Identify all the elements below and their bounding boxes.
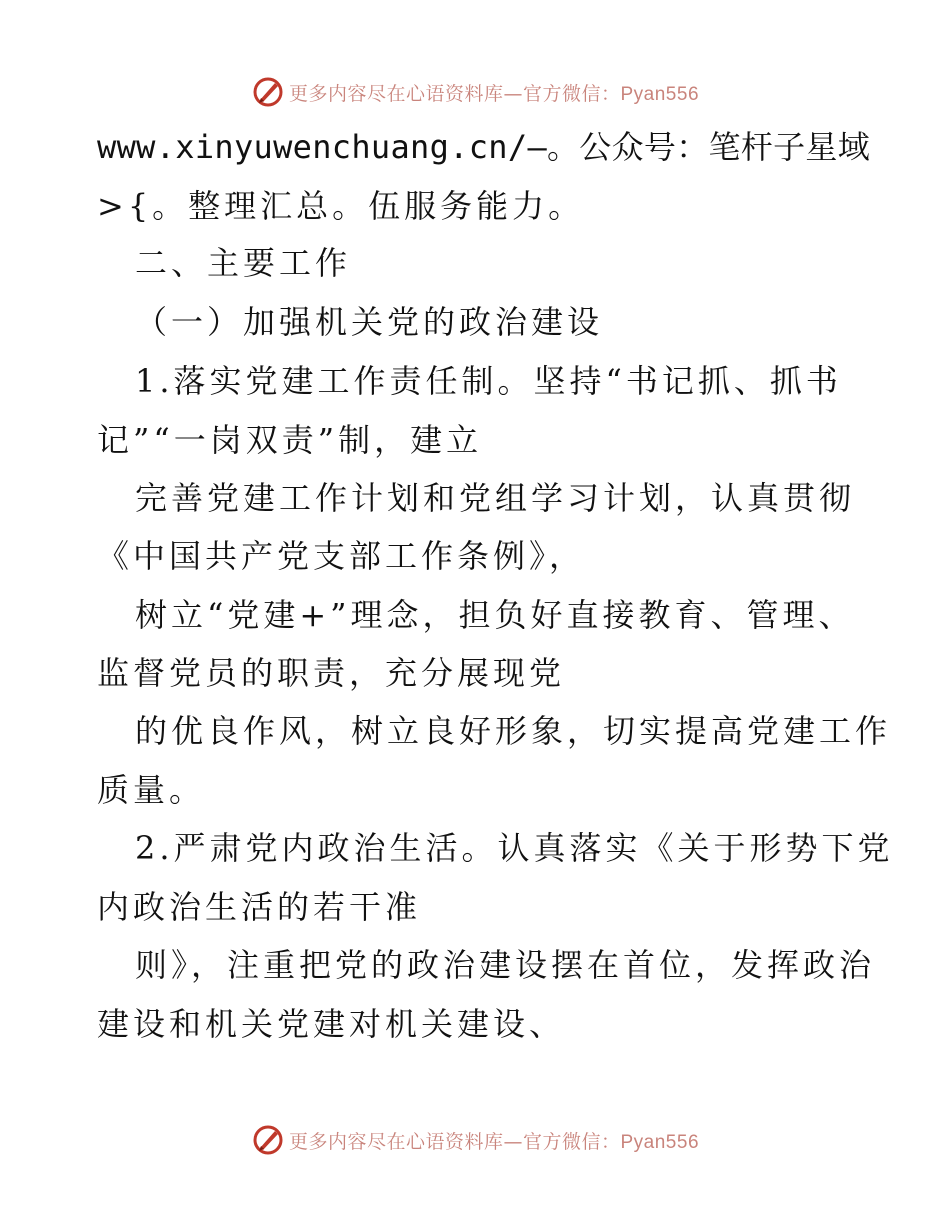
paragraph-line: >{。整理汇总。伍服务能力。 bbox=[97, 187, 585, 225]
paragraph-line: 监督党员的职责，充分展现党 bbox=[97, 654, 566, 692]
paragraph-line: 树立“党建+”理念，担负好直接教育、管理、 bbox=[135, 596, 855, 634]
banner-text: 更多内容尽在心语资料库—官方微信：Pyan556 bbox=[288, 1130, 700, 1153]
paragraph-line: 内政治生活的若干准 bbox=[97, 888, 422, 926]
paragraph-line: 2.严肃党内政治生活。认真落实《关于形势下党 bbox=[135, 829, 894, 867]
paragraph-line: 1.落实党建工作责任制。坚持“书记抓、抓书 bbox=[135, 362, 842, 400]
subsection-heading: （一）加强机关党的政治建设 bbox=[135, 303, 604, 341]
paragraph-line: 完善党建工作计划和党组学习计划，认真贯彻 bbox=[135, 479, 856, 517]
paragraph-line: www.xinyuwenchuang.cn/—。公众号：笔杆子星域 bbox=[97, 128, 871, 166]
banner-text: 更多内容尽在心语资料库—官方微信：Pyan556 bbox=[288, 82, 700, 105]
paragraph-line: 《中国共产党支部工作条例》， bbox=[97, 537, 586, 575]
paragraph-line: 的优良作风，树立良好形象，切实提高党建工作 bbox=[135, 712, 892, 750]
paragraph-line: 则》，注重把党的政治建设摆在首位，发挥政治 bbox=[135, 946, 876, 984]
paragraph-line: 记”“一岗双责”制，建立 bbox=[97, 421, 483, 459]
pen-logo-icon bbox=[251, 1123, 285, 1157]
footer-watermark-banner bbox=[0, 1120, 950, 1160]
paragraph-line: 建设和机关党建对机关建设、 bbox=[97, 1005, 566, 1043]
section-heading: 二、主要工作 bbox=[135, 244, 352, 282]
paragraph-line: 质量。 bbox=[97, 771, 206, 809]
